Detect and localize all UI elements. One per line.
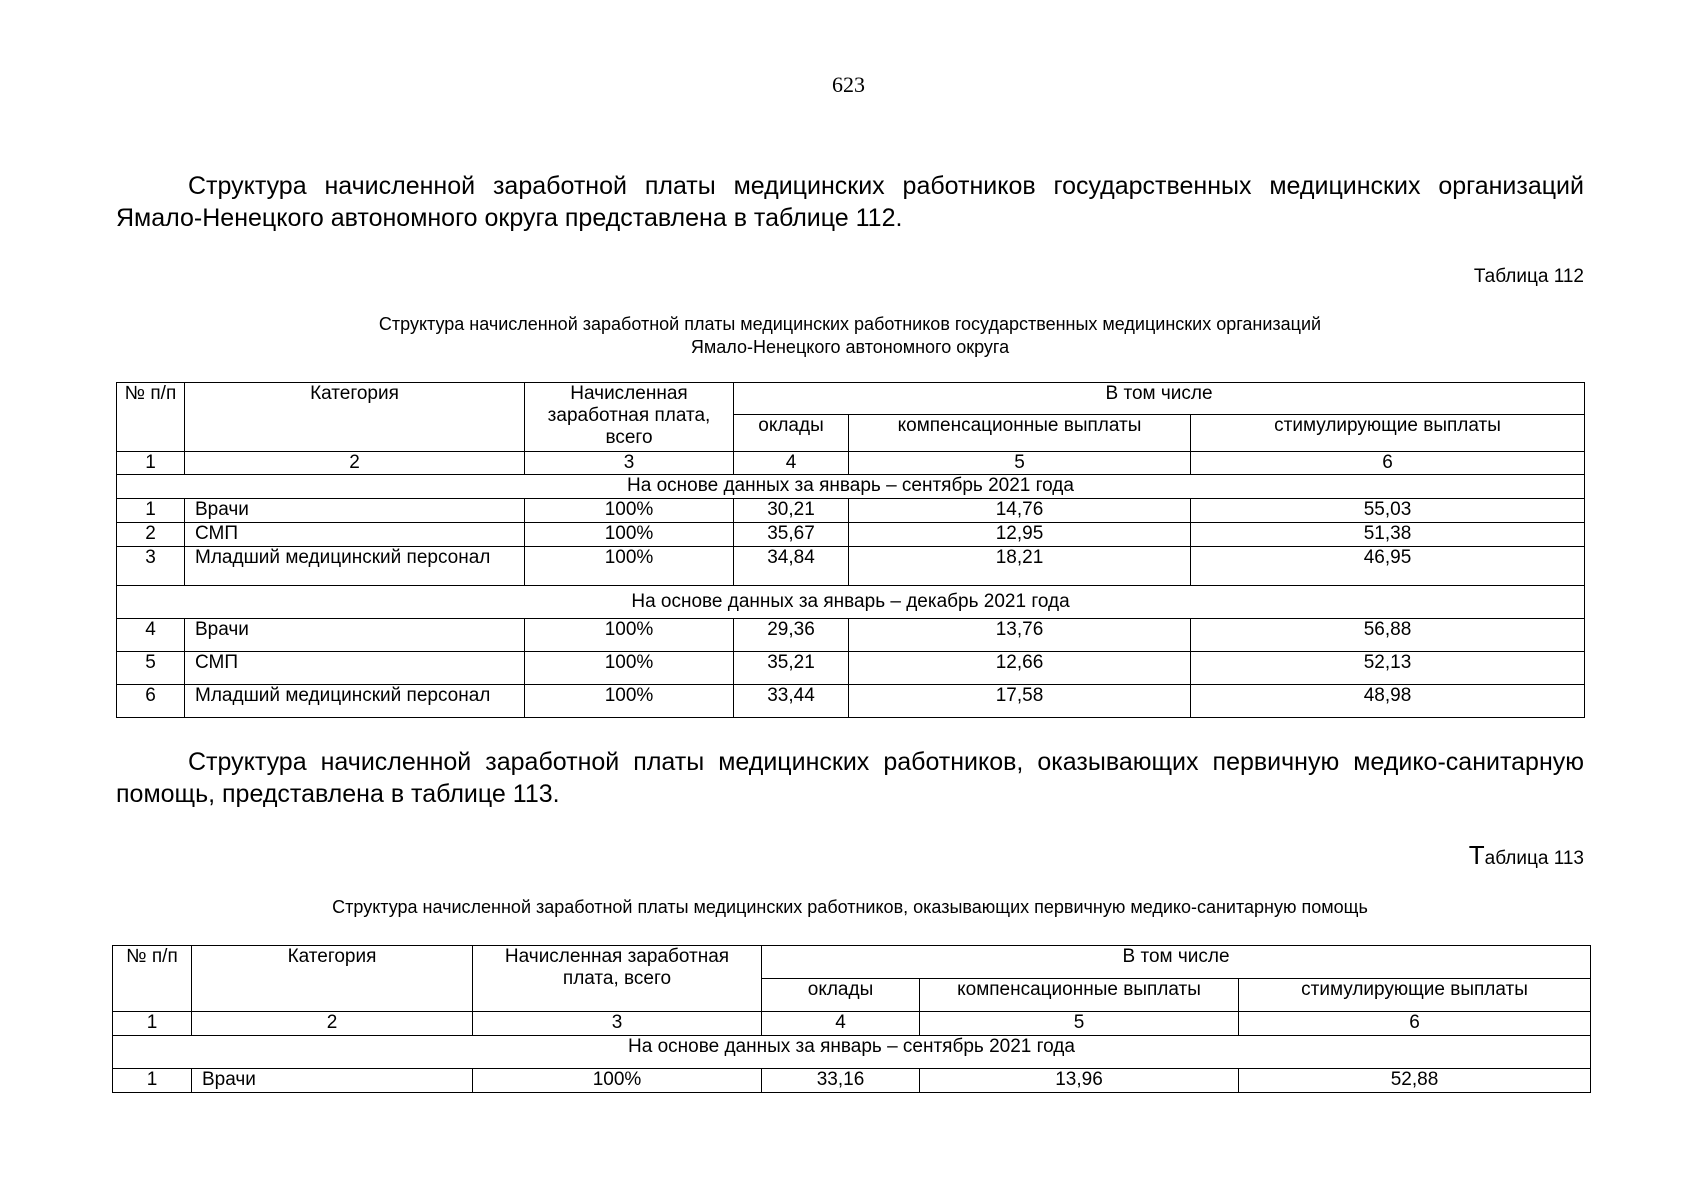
cell-num: 2 xyxy=(117,523,185,547)
header-salary: оклады xyxy=(734,415,849,452)
table-113-label xyxy=(1469,840,1584,871)
col-number: 2 xyxy=(185,452,525,475)
cell-salary: 34,84 xyxy=(734,547,849,586)
header-category: Категория xyxy=(192,946,473,1012)
cell-compensation: 13,96 xyxy=(920,1069,1239,1093)
cell-total: 100% xyxy=(525,619,734,652)
cell-compensation: 13,76 xyxy=(849,619,1191,652)
table-113-label-first: Т xyxy=(1468,840,1485,870)
table-row xyxy=(117,652,1585,685)
cell-category: СМП xyxy=(185,523,525,547)
intro-paragraph-113: Структура начисленной заработной платы медицинских работников, оказывающих первичную медико-санитарную помощь, представлена в таблице 113. xyxy=(116,748,1584,808)
cell-total: 100% xyxy=(525,499,734,523)
cell-salary: 33,44 xyxy=(734,685,849,718)
cell-salary: 33,16 xyxy=(762,1069,920,1093)
cell-num: 1 xyxy=(113,1069,192,1093)
cell-salary: 35,67 xyxy=(734,523,849,547)
col-number: 5 xyxy=(920,1012,1239,1036)
cell-category: Врачи xyxy=(185,499,525,523)
cell-num: 3 xyxy=(117,547,185,586)
table-row xyxy=(117,499,1585,523)
cell-num: 5 xyxy=(117,652,185,685)
cell-compensation: 14,76 xyxy=(849,499,1191,523)
header-total: Начисленная заработная плата, всего xyxy=(473,946,762,1012)
cell-category: Врачи xyxy=(185,619,525,652)
header-including: В том числе xyxy=(734,383,1585,415)
table-112-title-line1: Структура начисленной заработной платы медицинских работников государственных медицинских организаций xyxy=(378,314,1322,334)
col-number: 3 xyxy=(525,452,734,475)
col-number: 5 xyxy=(849,452,1191,475)
cell-compensation: 12,95 xyxy=(849,523,1191,547)
header-incentive: стимулирующие выплаты xyxy=(1239,979,1591,1012)
header-compensation: компенсационные выплаты xyxy=(849,415,1191,452)
header-num: № п/п xyxy=(117,383,185,452)
table-112-label: Таблица 112 xyxy=(1473,266,1584,287)
col-number: 4 xyxy=(762,1012,920,1036)
col-number: 6 xyxy=(1191,452,1585,475)
header-category: Категория xyxy=(185,383,525,452)
col-number: 1 xyxy=(117,452,185,475)
cell-num: 6 xyxy=(117,685,185,718)
cell-num: 4 xyxy=(117,619,185,652)
header-incentive: стимулирующие выплаты xyxy=(1191,415,1585,452)
page-number: 623 xyxy=(832,72,865,97)
section-header: На основе данных за январь – сентябрь 2021 года xyxy=(117,475,1585,499)
table-112 xyxy=(116,382,1585,718)
cell-salary: 35,21 xyxy=(734,652,849,685)
header-compensation: компенсационные выплаты xyxy=(920,979,1239,1012)
col-number: 4 xyxy=(734,452,849,475)
cell-total: 100% xyxy=(525,523,734,547)
cell-compensation: 18,21 xyxy=(849,547,1191,586)
cell-incentive: 46,95 xyxy=(1191,547,1585,586)
cell-total: 100% xyxy=(525,685,734,718)
cell-incentive: 52,88 xyxy=(1239,1069,1591,1093)
section-header: На основе данных за январь – декабрь 2021 года xyxy=(117,586,1585,619)
cell-incentive: 52,13 xyxy=(1191,652,1585,685)
cell-incentive: 51,38 xyxy=(1191,523,1585,547)
cell-salary: 29,36 xyxy=(734,619,849,652)
cell-incentive: 56,88 xyxy=(1191,619,1585,652)
col-number: 6 xyxy=(1239,1012,1591,1036)
table-row xyxy=(117,547,1585,586)
table-113-label-rest: аблица 113 xyxy=(1484,848,1584,869)
header-salary: оклады xyxy=(762,979,920,1012)
header-num: № п/п xyxy=(113,946,192,1012)
intro-paragraph-112: Структура начисленной заработной платы медицинских работников государственных медицинских организаций Ямало-Ненецкого автономного округа представлена в таблице 112. xyxy=(116,172,1584,232)
col-number: 2 xyxy=(192,1012,473,1036)
table-row xyxy=(113,1069,1591,1093)
cell-category: Младший медицинский персонал xyxy=(185,547,525,586)
header-including: В том числе xyxy=(762,946,1591,979)
cell-category: СМП xyxy=(185,652,525,685)
cell-incentive: 55,03 xyxy=(1191,499,1585,523)
cell-category: Врачи xyxy=(192,1069,473,1093)
cell-incentive: 48,98 xyxy=(1191,685,1585,718)
cell-category: Младший медицинский персонал xyxy=(185,685,525,718)
table-113-title: Структура начисленной заработной платы медицинских работников, оказывающих первичную медико-санитарную помощь xyxy=(332,897,1368,917)
cell-num: 1 xyxy=(117,499,185,523)
cell-total: 100% xyxy=(473,1069,762,1093)
cell-total: 100% xyxy=(525,547,734,586)
table-row xyxy=(117,619,1585,652)
table-row xyxy=(117,685,1585,718)
table-113 xyxy=(112,945,1591,1093)
cell-salary: 30,21 xyxy=(734,499,849,523)
table-row xyxy=(117,523,1585,547)
header-total: Начисленная заработная плата, всего xyxy=(525,383,734,452)
section-header: На основе данных за январь – сентябрь 2021 года xyxy=(113,1036,1591,1069)
table-112-title xyxy=(116,313,1584,359)
col-number: 3 xyxy=(473,1012,762,1036)
cell-compensation: 12,66 xyxy=(849,652,1191,685)
col-number: 1 xyxy=(113,1012,192,1036)
cell-total: 100% xyxy=(525,652,734,685)
cell-compensation: 17,58 xyxy=(849,685,1191,718)
table-112-title-line2: Ямало-Ненецкого автономного округа xyxy=(690,337,1010,357)
